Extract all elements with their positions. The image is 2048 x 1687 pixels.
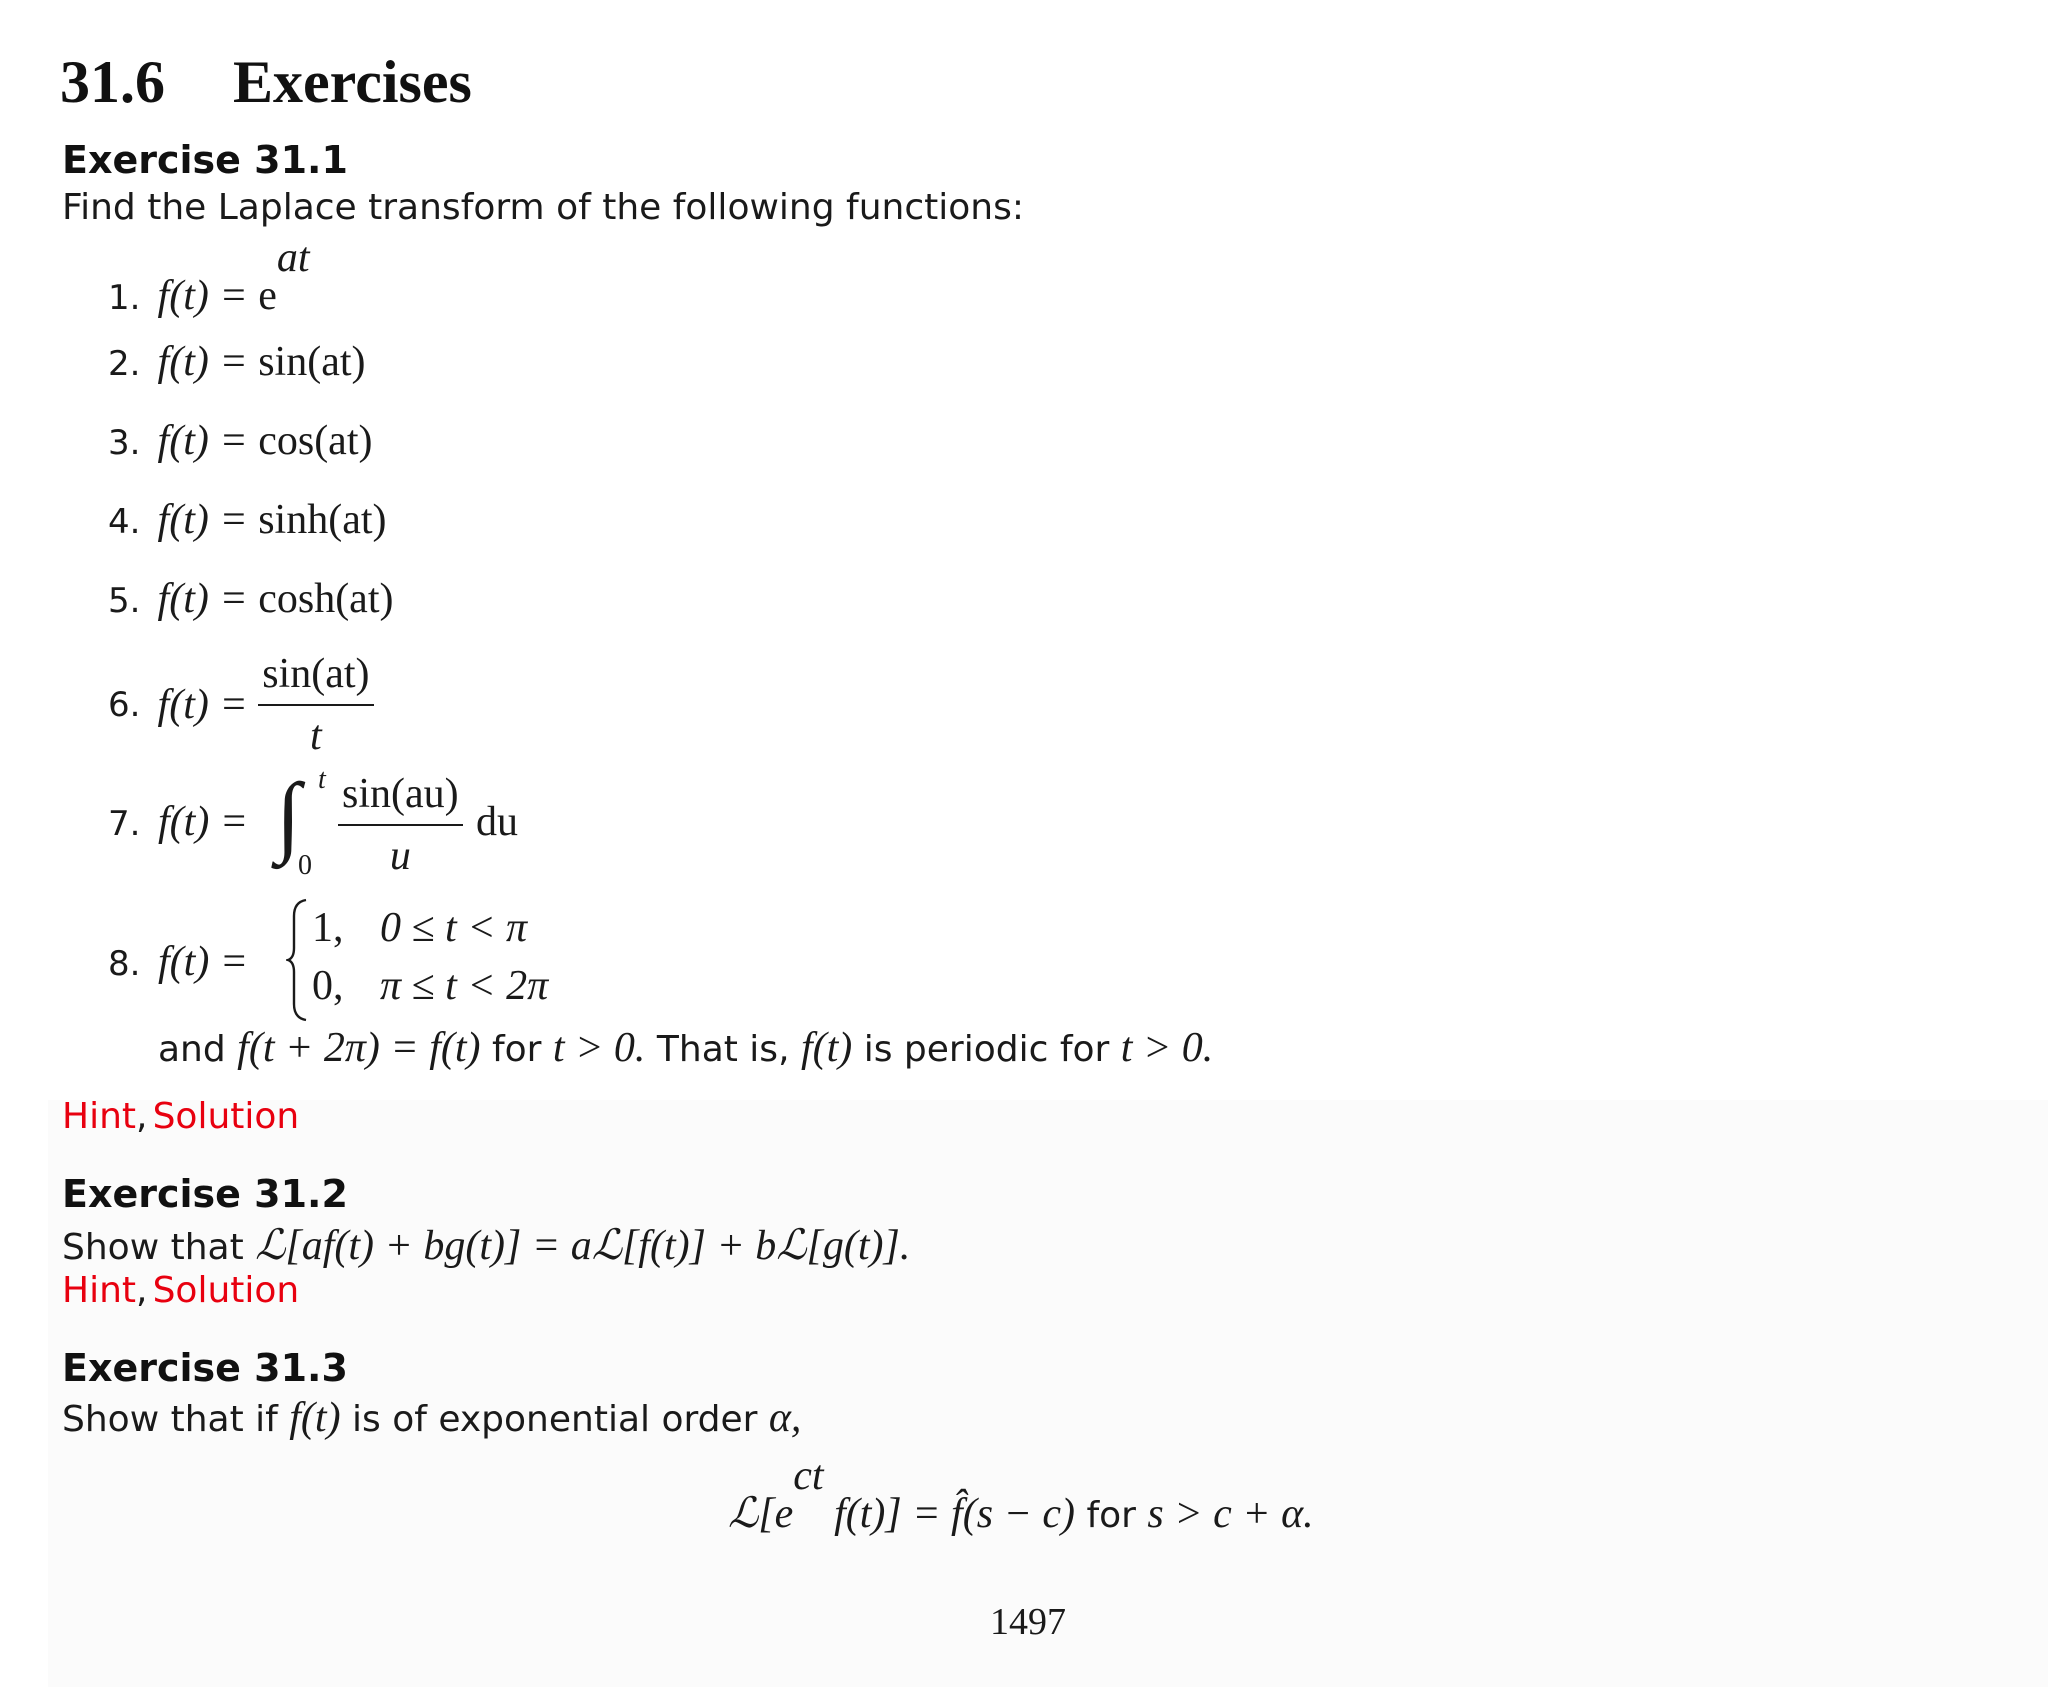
hint-link[interactable]: Hint: [62, 1096, 137, 1137]
item-lhs: f(t) =: [157, 272, 259, 319]
integral-sign: ∫: [276, 766, 301, 865]
item-number: 1.: [108, 277, 141, 318]
periodic-note: [158, 1024, 1213, 1072]
fraction-numerator: sin(at): [262, 651, 370, 697]
fraction-bar: [258, 704, 373, 706]
exercise-31-2-statement: [62, 1220, 910, 1270]
left-brace: [286, 898, 310, 1022]
statement-alpha: α,: [768, 1395, 802, 1441]
link-separator: ,: [136, 1096, 148, 1137]
note-condition: t > 0.: [552, 1025, 646, 1071]
fraction: [338, 770, 463, 880]
list-item: [108, 235, 310, 320]
note-text: is periodic for: [852, 1029, 1121, 1070]
item-lhs: f(t) =: [157, 497, 259, 543]
section-number: 31.6: [60, 49, 165, 115]
item-lhs: f(t) =: [157, 418, 259, 464]
item-superscript: at: [276, 235, 310, 281]
item-number: 4.: [108, 502, 141, 542]
exercise-31-2-links: [62, 1270, 299, 1311]
item-number: 5.: [108, 581, 141, 621]
shift-theorem-equation: [728, 1453, 1314, 1538]
hint-link[interactable]: Hint: [62, 1270, 137, 1311]
list-item: [108, 338, 366, 386]
list-item: [108, 496, 387, 544]
solution-link[interactable]: Solution: [152, 1270, 300, 1311]
fraction-denominator: t: [310, 713, 322, 759]
statement-text: is of exponential order: [340, 1399, 769, 1440]
item-number: 8.: [108, 944, 141, 984]
statement-text: Show that if: [62, 1399, 290, 1440]
case-2-value: 0,: [312, 963, 344, 1009]
section-title-text: Exercises: [233, 49, 472, 115]
item-lhs: f(t) =: [158, 799, 249, 845]
item-rhs: e: [258, 272, 277, 319]
note-function: f(t): [800, 1025, 853, 1071]
fraction-numerator: sin(au): [342, 771, 459, 817]
item-lhs: f(t) =: [157, 576, 259, 622]
exercise-31-1-links: [62, 1096, 299, 1137]
item-rhs: cosh(at): [258, 576, 394, 622]
solution-link[interactable]: Solution: [152, 1096, 300, 1137]
item-number: 6.: [108, 685, 141, 725]
exercise-31-3-statement: [62, 1394, 801, 1442]
note-equation: f(t + 2π) = f(t): [237, 1025, 481, 1071]
item-rhs: sinh(at): [258, 497, 387, 543]
integral-upper-limit: t: [318, 764, 326, 795]
equation-middle: f(t)] = f̂(s − c): [823, 1490, 1076, 1537]
item-rhs: sin(at): [258, 339, 366, 385]
exercise-31-1-heading: Exercise 31.1: [62, 138, 348, 182]
differential: du: [476, 799, 518, 845]
case-1-value: 1,: [312, 905, 344, 951]
integral-lower-limit: 0: [298, 850, 312, 881]
list-item: [108, 575, 393, 623]
exercise-31-1-intro: Find the Laplace transform of the following functions:: [62, 187, 1024, 228]
list-item: [108, 417, 372, 465]
case-2-condition: π ≤ t < 2π: [380, 963, 549, 1009]
note-text: for: [480, 1029, 553, 1070]
item-lhs: f(t) =: [157, 339, 259, 385]
item-lhs: f(t) =: [157, 682, 259, 728]
link-separator: ,: [136, 1270, 148, 1311]
item-lhs: f(t) =: [158, 939, 249, 985]
note-text: and: [158, 1029, 238, 1070]
case-1-condition: 0 ≤ t < π: [380, 905, 528, 951]
fraction-denominator: u: [389, 833, 411, 879]
note-condition: t > 0.: [1120, 1025, 1214, 1071]
item-number: 2.: [108, 344, 141, 384]
list-item: [108, 650, 374, 760]
list-item: [108, 898, 708, 1028]
item-number: 3.: [108, 423, 141, 463]
statement-text: Show that: [62, 1227, 256, 1268]
equation-superscript: ct: [793, 1453, 824, 1499]
page-number: 1497: [990, 1601, 1066, 1643]
linearity-equation: ℒ[af(t) + bg(t)] = aℒ[f(t)] + bℒ[g(t)].: [255, 1223, 911, 1269]
item-rhs: cos(at): [258, 418, 373, 464]
item-number: 7.: [108, 804, 141, 844]
fraction-bar: [338, 824, 463, 826]
equation-condition: s > c + α.: [1147, 1490, 1314, 1537]
exercise-31-3-heading: Exercise 31.3: [62, 1346, 348, 1390]
section-title: [60, 48, 472, 117]
equation-for-text: for: [1075, 1494, 1148, 1536]
note-text: That is,: [645, 1029, 801, 1070]
exercise-31-2-heading: Exercise 31.2: [62, 1172, 348, 1216]
fraction: [258, 650, 373, 760]
equation-left: ℒ[e: [728, 1490, 794, 1537]
statement-function: f(t): [289, 1395, 341, 1441]
